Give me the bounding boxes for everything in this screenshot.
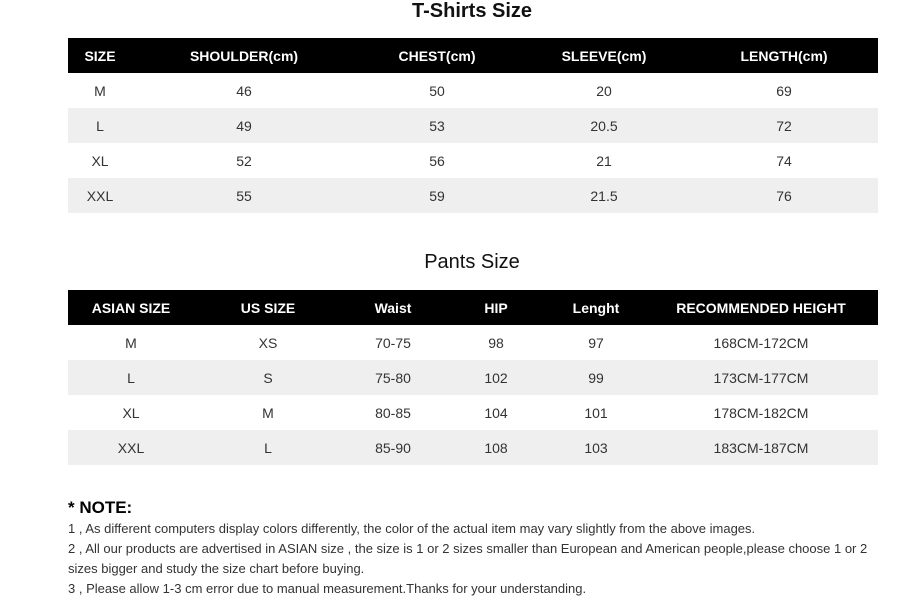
tshirt-size-title: T-Shirts Size	[411, 0, 533, 22]
table-cell: 102	[444, 360, 548, 395]
table-cell: XS	[258, 334, 278, 351]
table-row	[68, 178, 878, 213]
pants-size-title: Pants Size	[424, 251, 520, 273]
table-cell: 103	[548, 430, 644, 465]
table-row	[68, 360, 878, 395]
notes-section	[68, 497, 888, 599]
note-line: 2 , All our products are advertised in ASIAN size , the size is 1 or 2 sizes smaller than European and American people,please choose 1 or 2 sizes bigger and study the size chart before buying.	[68, 541, 868, 576]
table-cell: 46	[236, 82, 252, 99]
table-cell: 53	[356, 108, 518, 143]
table-cell: 104	[484, 404, 508, 421]
table-cell: 76	[690, 178, 878, 213]
table-cell: M	[94, 82, 106, 99]
table-cell: 168CM-172CM	[713, 334, 809, 351]
table-cell: XL	[122, 404, 140, 421]
table-cell: M	[262, 404, 274, 421]
note-line: 1 , As different computers display colors differently, the color of the actual item may vary slightly from the above images.	[68, 521, 756, 536]
table-header-row	[68, 38, 878, 73]
table-cell: 72	[690, 108, 878, 143]
column-header: Waist	[342, 290, 444, 325]
table-cell: L	[68, 360, 194, 395]
note-line: 3 , Please allow 1-3 cm error due to manual measurement.Thanks for your understanding.	[68, 581, 587, 596]
table-header-row	[68, 290, 878, 325]
column-header: RECOMMENDED HEIGHT	[644, 290, 878, 325]
table-cell: S	[194, 360, 342, 395]
table-cell: 21.5	[518, 178, 690, 213]
column-header: SLEEVE(cm)	[518, 38, 690, 73]
table-cell: 75-80	[342, 360, 444, 395]
column-header: ASIAN SIZE	[68, 290, 194, 325]
table-cell: 99	[548, 360, 644, 395]
table-cell: 20	[596, 82, 612, 99]
table-cell: 98	[488, 334, 504, 351]
table-row	[68, 143, 878, 178]
pants-size-table	[68, 290, 878, 465]
table-cell: XXL	[68, 178, 132, 213]
column-header: US SIZE	[194, 290, 342, 325]
table-cell: XL	[91, 152, 109, 169]
table-cell: 56	[429, 152, 445, 169]
table-cell: 80-85	[375, 404, 411, 421]
column-header: LENGTH(cm)	[690, 38, 878, 73]
table-cell: 178CM-182CM	[713, 404, 809, 421]
table-row	[68, 325, 878, 360]
table-row	[68, 395, 878, 430]
table-cell: 85-90	[342, 430, 444, 465]
table-cell: 21	[596, 152, 612, 169]
table-cell: 183CM-187CM	[644, 430, 878, 465]
table-cell: 97	[588, 334, 604, 351]
column-header: SIZE	[68, 38, 132, 73]
table-cell: 173CM-177CM	[644, 360, 878, 395]
table-cell: 101	[584, 404, 608, 421]
table-cell: M	[125, 334, 137, 351]
column-header: SHOULDER(cm)	[132, 38, 356, 73]
table-cell: 59	[356, 178, 518, 213]
table-cell: L	[68, 108, 132, 143]
table-cell: 49	[132, 108, 356, 143]
column-header: CHEST(cm)	[356, 38, 518, 73]
table-cell: 50	[429, 82, 445, 99]
column-header: HIP	[444, 290, 548, 325]
table-cell: 20.5	[518, 108, 690, 143]
table-cell: 52	[236, 152, 252, 169]
table-cell: 69	[776, 82, 792, 99]
table-cell: 55	[132, 178, 356, 213]
table-cell: L	[194, 430, 342, 465]
note-heading: * NOTE:	[68, 498, 133, 517]
tshirt-size-table	[68, 38, 878, 213]
table-cell: 74	[776, 152, 792, 169]
table-row	[68, 108, 878, 143]
column-header: Lenght	[548, 290, 644, 325]
table-row	[68, 430, 878, 465]
table-cell: 70-75	[375, 334, 411, 351]
table-cell: 108	[444, 430, 548, 465]
table-row	[68, 73, 878, 108]
table-cell: XXL	[68, 430, 194, 465]
